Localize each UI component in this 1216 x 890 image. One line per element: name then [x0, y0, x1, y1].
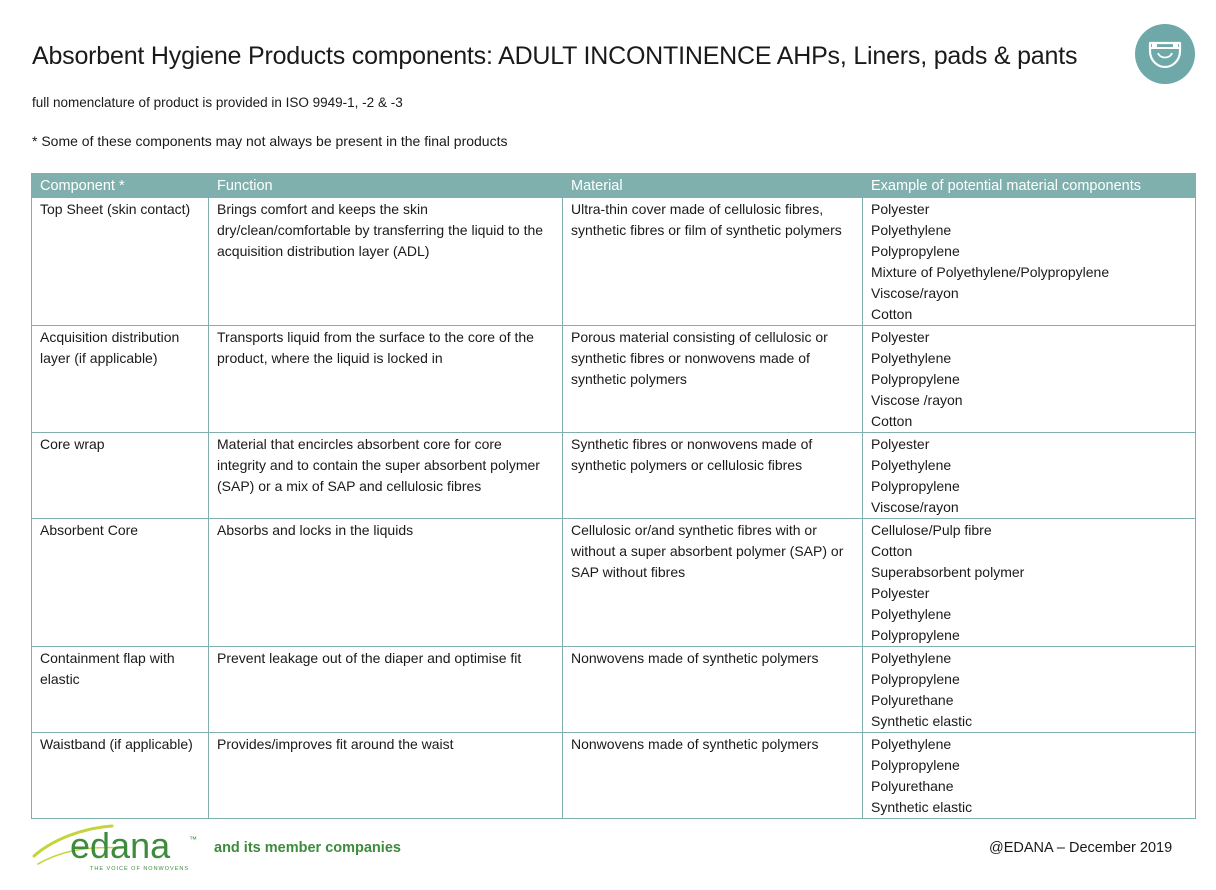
cell-function: Material that encircles absorbent core for core integrity and to contain the super absorbent polymer (SAP) or a mix of SAP and cellulosic fibres — [209, 433, 563, 519]
cell-material: Cellulosic or/and synthetic fibres with or without a super absorbent polymer (SAP) or SAP without fibres — [563, 519, 863, 647]
edana-logo-tagline: THE VOICE OF NONWOVENS — [90, 866, 190, 872]
cell-material: Synthetic fibres or nonwovens made of synthetic polymers or cellulosic fibres — [563, 433, 863, 519]
cell-component: Acquisition distribution layer (if applicable) — [32, 326, 209, 433]
example-item: Polyethylene — [871, 350, 952, 366]
cell-component: Top Sheet (skin contact) — [32, 198, 209, 326]
cell-component: Absorbent Core — [32, 519, 209, 647]
edana-logo-text: edana — [70, 825, 171, 866]
example-item: Polyethylene — [871, 606, 952, 622]
cell-function: Provides/improves fit around the waist — [209, 733, 563, 819]
edana-logo-tm: ™ — [189, 835, 197, 844]
cell-component: Waistband (if applicable) — [32, 733, 209, 819]
example-item: Polypropylene — [871, 243, 960, 259]
note: * Some of these components may not always be present in the final products — [32, 133, 508, 149]
example-item: Viscose/rayon — [871, 499, 959, 515]
page-title: Absorbent Hygiene Products components: ADULT INCONTINENCE AHPs, Liners, pads & pants — [32, 42, 1078, 70]
cell-component: Core wrap — [32, 433, 209, 519]
example-item: Mixture of Polyethylene/Polypropylene — [871, 264, 1110, 280]
diaper-icon — [1146, 35, 1184, 73]
cell-material: Nonwovens made of synthetic polymers — [563, 647, 863, 733]
table-row — [32, 733, 1196, 819]
edana-logo — [32, 820, 202, 875]
cell-function: Prevent leakage out of the diaper and optimise fit — [209, 647, 563, 733]
example-item: Cotton — [871, 306, 913, 322]
example-item: Polyester — [871, 329, 930, 345]
example-item: Polypropylene — [871, 671, 960, 687]
example-item: Polyester — [871, 436, 930, 452]
cell-examples — [863, 326, 1196, 433]
cell-examples — [863, 519, 1196, 647]
header-examples: Example of potential material components — [863, 174, 1196, 198]
example-item: Viscose /rayon — [871, 392, 963, 408]
member-companies-text: and its member companies — [214, 840, 401, 856]
example-item: Polyester — [871, 201, 930, 217]
example-item: Polyethylene — [871, 222, 952, 238]
example-item: Polypropylene — [871, 371, 960, 387]
table-row — [32, 519, 1196, 647]
example-item: Polyurethane — [871, 692, 954, 708]
cell-function: Brings comfort and keeps the skin dry/clean/comfortable by transferring the liquid to the acquisition distribution layer (ADL) — [209, 198, 563, 326]
table-header-row — [32, 174, 1196, 198]
cell-function: Absorbs and locks in the liquids — [209, 519, 563, 647]
cell-material: Ultra-thin cover made of cellulosic fibres, synthetic fibres or film of synthetic polymers — [563, 198, 863, 326]
cell-function: Transports liquid from the surface to the core of the product, where the liquid is locked in — [209, 326, 563, 433]
copyright: @EDANA – December 2019 — [989, 840, 1173, 856]
example-item: Cotton — [871, 543, 913, 559]
components-table — [31, 173, 1196, 819]
example-item: Polyester — [871, 585, 930, 601]
header-function: Function — [209, 174, 563, 198]
example-item: Polyethylene — [871, 736, 952, 752]
example-item: Synthetic elastic — [871, 713, 973, 729]
cell-material: Porous material consisting of cellulosic or synthetic fibres or nonwovens made of synthetic polymers — [563, 326, 863, 433]
table-row — [32, 198, 1196, 326]
header-component: Component * — [32, 174, 209, 198]
cell-examples — [863, 647, 1196, 733]
diaper-badge — [1135, 24, 1195, 84]
example-item: Polyurethane — [871, 778, 954, 794]
header-material: Material — [563, 174, 863, 198]
table-row — [32, 433, 1196, 519]
example-item: Polyethylene — [871, 650, 952, 666]
example-item: Viscose/rayon — [871, 285, 959, 301]
example-item: Polyethylene — [871, 457, 952, 473]
example-item: Superabsorbent polymer — [871, 564, 1025, 580]
cell-component: Containment flap with elastic — [32, 647, 209, 733]
example-item: Polypropylene — [871, 757, 960, 773]
example-item: Cellulose/Pulp fibre — [871, 522, 992, 538]
example-item: Cotton — [871, 413, 913, 429]
example-item: Polypropylene — [871, 627, 960, 643]
subtitle: full nomenclature of product is provided in ISO 9949-1, -2 & -3 — [32, 95, 403, 110]
table-row — [32, 647, 1196, 733]
example-item: Polypropylene — [871, 478, 960, 494]
example-item: Synthetic elastic — [871, 799, 973, 815]
cell-examples — [863, 433, 1196, 519]
cell-examples — [863, 733, 1196, 819]
cell-examples — [863, 198, 1196, 326]
cell-material: Nonwovens made of synthetic polymers — [563, 733, 863, 819]
table-row — [32, 326, 1196, 433]
